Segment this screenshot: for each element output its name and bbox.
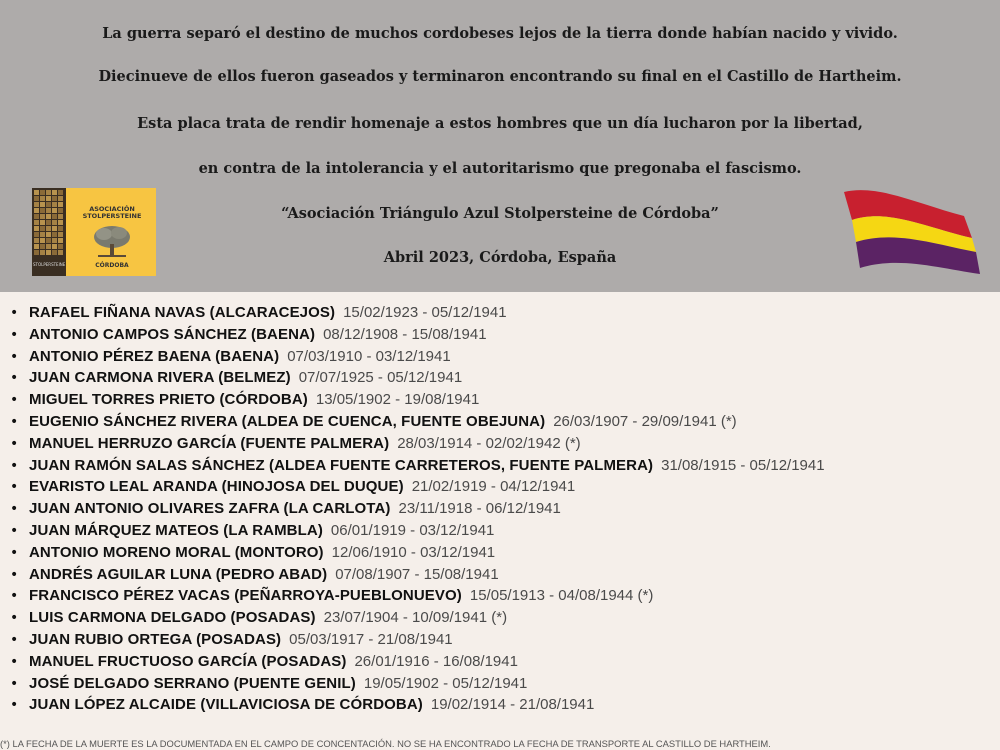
list-item (10, 564, 825, 586)
republican-flag-icon (838, 186, 980, 276)
bullet-icon: • (10, 305, 19, 321)
bullet-icon: • (10, 588, 19, 605)
victim-dates: 06/01/1919 - 03/12/1941 (330, 521, 495, 539)
victim-dates: 31/08/1915 - 05/12/1941 (661, 456, 825, 474)
list-item (10, 498, 825, 520)
victim-dates: 19/05/1902 - 05/12/1941 (363, 674, 528, 692)
victim-name: JUAN RUBIO ORTEGA (POSADAS) (29, 630, 282, 648)
victim-dates: 23/07/1904 - 10/09/1941 (*) (323, 609, 508, 627)
bullet-icon: • (10, 653, 19, 670)
victim-name: MIGUEL TORRES PRIETO (CÓRDOBA) (29, 391, 308, 409)
bullet-icon: • (10, 435, 19, 452)
stolpersteine-stones-image (32, 188, 66, 276)
header-line-6: Abril 2023, Córdoba, España (383, 249, 617, 266)
bullet-icon: • (10, 326, 19, 343)
header-line-5: “Asociación Triángulo Azul Stolpersteine de Córdoba” (281, 205, 719, 222)
victim-name: EVARISTO LEAL ARANDA (HINOJOSA DEL DUQUE) (29, 478, 404, 496)
list-item (10, 651, 825, 673)
logo-title-line1: ASOCIACIÓN (89, 205, 135, 213)
victim-dates: 07/08/1907 - 15/08/1941 (335, 565, 499, 583)
victim-dates: 21/02/1919 - 04/12/1941 (411, 478, 576, 496)
victim-name: ANTONIO MORENO MORAL (MONTORO) (29, 543, 324, 561)
victim-name: JUAN LÓPEZ ALCAIDE (VILLAVICIOSA DE CÓRDOBA) (29, 696, 423, 714)
header-line-1: La guerra separó el destino de muchos cordobeses lejos de la tierra donde habían nacido y vivido. (102, 25, 898, 42)
victim-name: MANUEL HERRUZO GARCÍA (FUENTE PALMERA) (29, 434, 390, 452)
bullet-icon: • (10, 631, 19, 648)
victim-name: JUAN ANTONIO OLIVARES ZAFRA (LA CARLOTA) (29, 500, 391, 518)
bullet-icon: • (10, 566, 19, 583)
list-item (10, 607, 825, 629)
tree-icon (92, 224, 132, 258)
victim-dates: 15/05/1913 - 04/08/1944 (*) (469, 587, 654, 605)
victim-dates: 12/06/1910 - 03/12/1941 (331, 543, 496, 561)
victim-dates: 13/05/1902 - 19/08/1941 (315, 391, 480, 409)
bullet-icon: • (10, 392, 19, 409)
bullet-icon: • (10, 479, 19, 496)
header-banner (0, 0, 1000, 292)
association-logo (32, 188, 156, 276)
victim-name: MANUEL FRUCTUOSO GARCÍA (POSADAS) (29, 652, 347, 670)
list-item (10, 411, 825, 433)
bullet-icon: • (10, 522, 19, 539)
list-item (10, 476, 825, 498)
bullet-icon: • (10, 370, 19, 387)
victim-dates: 07/03/1910 - 03/12/1941 (287, 347, 451, 365)
bullet-icon: • (10, 348, 19, 365)
list-item (10, 367, 825, 389)
victim-dates: 05/03/1917 - 21/08/1941 (289, 630, 453, 648)
list-item (10, 433, 825, 455)
victim-dates: 07/07/1925 - 05/12/1941 (298, 369, 463, 387)
victim-name: JUAN RAMÓN SALAS SÁNCHEZ (ALDEA FUENTE CARRETEROS, FUENTE PALMERA) (29, 456, 654, 474)
footnote: (*) LA FECHA DE LA MUERTE ES LA DOCUMENTADA EN EL CAMPO DE CONCENTACIÓN. NO SE HA ENCONTRADO LA FECHA DE TRANSPORTE AL CASTILLO DE HARTHEIM. (0, 738, 771, 749)
header-line-3: Esta placa trata de rendir homenaje a estos hombres que un día lucharon por la libertad, (137, 115, 863, 132)
bullet-icon: • (10, 675, 19, 692)
bullet-icon: • (10, 501, 19, 518)
list-item (10, 694, 825, 716)
list-item (10, 302, 825, 324)
victim-name: RAFAEL FIÑANA NAVAS (ALCARACEJOS) (29, 304, 336, 321)
victim-dates: 28/03/1914 - 02/02/1942 (*) (397, 434, 581, 452)
victim-name: JUAN MÁRQUEZ MATEOS (LA RAMBLA) (29, 521, 323, 539)
victim-name: ANTONIO CAMPOS SÁNCHEZ (BAENA) (29, 325, 316, 343)
header-line-2: Diecinueve de ellos fueron gaseados y terminaron encontrando su final en el Castillo de Hartheim. (98, 68, 902, 85)
victim-dates: 15/02/1923 - 05/12/1941 (343, 304, 507, 321)
list-item (10, 542, 825, 564)
list-item (10, 455, 825, 477)
bullet-icon: • (10, 457, 19, 474)
list-item (10, 346, 825, 368)
bullet-icon: • (10, 544, 19, 561)
list-item (10, 629, 825, 651)
victim-dates: 08/12/1908 - 15/08/1941 (323, 325, 487, 343)
victim-name: LUIS CARMONA DELGADO (POSADAS) (29, 609, 316, 627)
logo-city: CÓRDOBA (95, 262, 129, 269)
bullet-icon: • (10, 610, 19, 627)
victim-dates: 19/02/1914 - 21/08/1941 (430, 696, 595, 714)
victim-name: ANDRÉS AGUILAR LUNA (PEDRO ABAD) (29, 565, 328, 583)
list-item (10, 324, 825, 346)
header-line-4: en contra de la intolerancia y el autoritarismo que pregonaba el fascismo. (198, 160, 802, 177)
victim-name: ANTONIO PÉREZ BAENA (BAENA) (29, 347, 280, 365)
logo-side-text: STOLPERSTEINE (33, 262, 66, 267)
victim-name: FRANCISCO PÉREZ VACAS (PEÑARROYA-PUEBLONUEVO) (29, 587, 462, 605)
victim-dates: 26/01/1916 - 16/08/1941 (354, 652, 518, 670)
victim-name: EUGENIO SÁNCHEZ RIVERA (ALDEA DE CUENCA, FUENTE OBEJUNA) (29, 412, 546, 430)
victim-list (10, 302, 825, 716)
logo-title (72, 206, 152, 220)
victim-dates: 23/11/1918 - 06/12/1941 (398, 500, 561, 518)
bullet-icon: • (10, 413, 19, 430)
list-item (10, 520, 825, 542)
list-item (10, 389, 825, 411)
list-item (10, 585, 825, 607)
bullet-icon: • (10, 697, 19, 714)
logo-title-line2: STOLPERSTEINE (82, 212, 142, 220)
victim-name: JOSÉ DELGADO SERRANO (PUENTE GENIL) (29, 674, 356, 692)
victim-name: JUAN CARMONA RIVERA (BELMEZ) (29, 369, 291, 387)
list-item (10, 673, 825, 695)
victim-dates: 26/03/1907 - 29/09/1941 (*) (553, 412, 737, 430)
